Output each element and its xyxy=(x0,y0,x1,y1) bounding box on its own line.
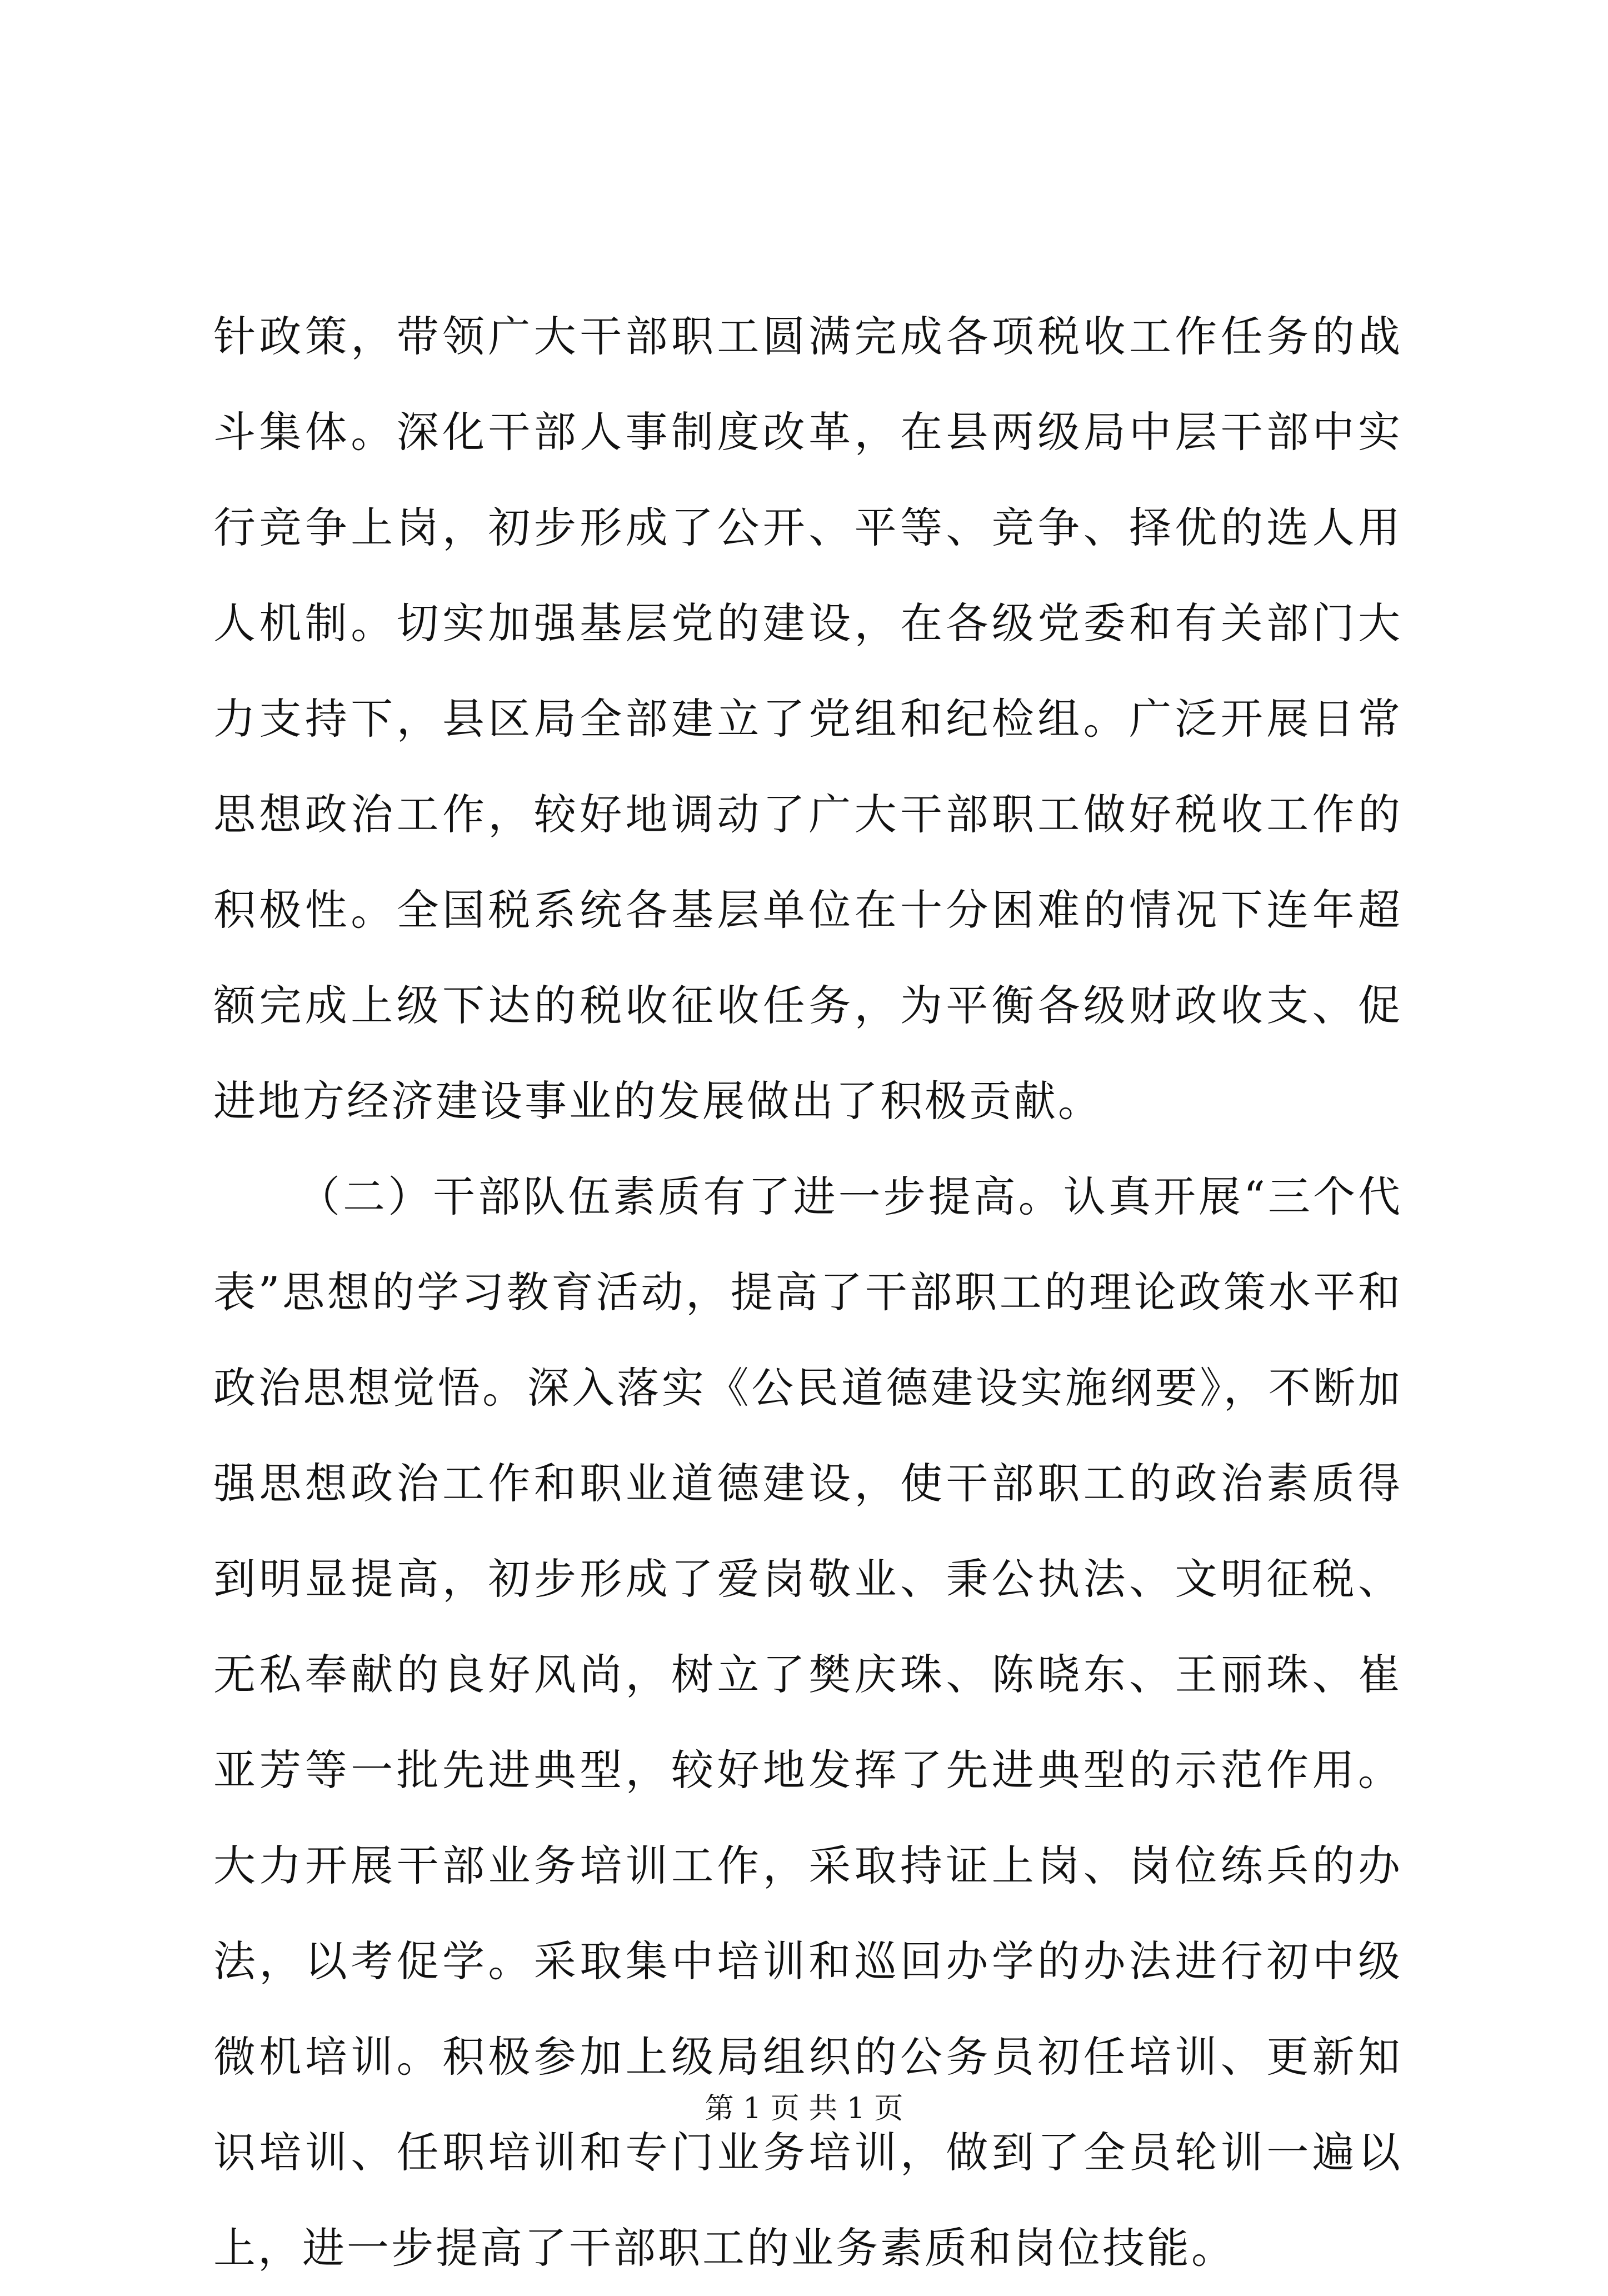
document-body xyxy=(213,289,1402,2296)
page-footer: 第 1 页 共 1 页 xyxy=(705,2092,903,2125)
paragraph-section-two: （二）干部队伍素质有了进一步提高。认真开展“三个代表”思想的学习教育活动，提高了干部职工的理论政策水平和政治思想觉悟。深入落实《公民道德建设实施纲要》，不断加强思想政治工作和职业道德建设，使干部职工的政治素质得到明显提高，初步形成了爱岗敬业、秉公执法、文明征税、无私奉献的良好风尚，树立了樊庆珠、陈晓东、王丽珠、崔亚芳等一批先进典型，较好地发挥了先进典型的示范作用。大力开展干部业务培训工作，采取持证上岗、岗位练兵的办法，以考促学。采取集中培训和巡回办学的办法进行初中级微机培训。积极参加上级局组织的公务员初任培训、更新知识培训、任职培训和专门业务培训，做到了全员轮训一遍以上，进一步提高了干部职工的业务素质和岗位技能。 xyxy=(213,1172,1402,2273)
paragraph-continuation: 针政策，带领广大干部职工圆满完成各项税收工作任务的战斗集体。深化干部人事制度改革，在县两级局中层干部中实行竞争上岗，初步形成了公开、平等、竞争、择优的选人用人机制。切实加强基层党的建设，在各级党委和有关部门大力支持下，县区局全部建立了党组和纪检组。广泛开展日常思想政治工作，较好地调动了广大干部职工做好税收工作的积极性。全国税系统各基层单位在十分困难的情况下连年超额完成上级下达的税收征收任务，为平衡各级财政收支、促进地方经济建设事业的发展做出了积极贡献。 xyxy=(213,312,1402,1126)
